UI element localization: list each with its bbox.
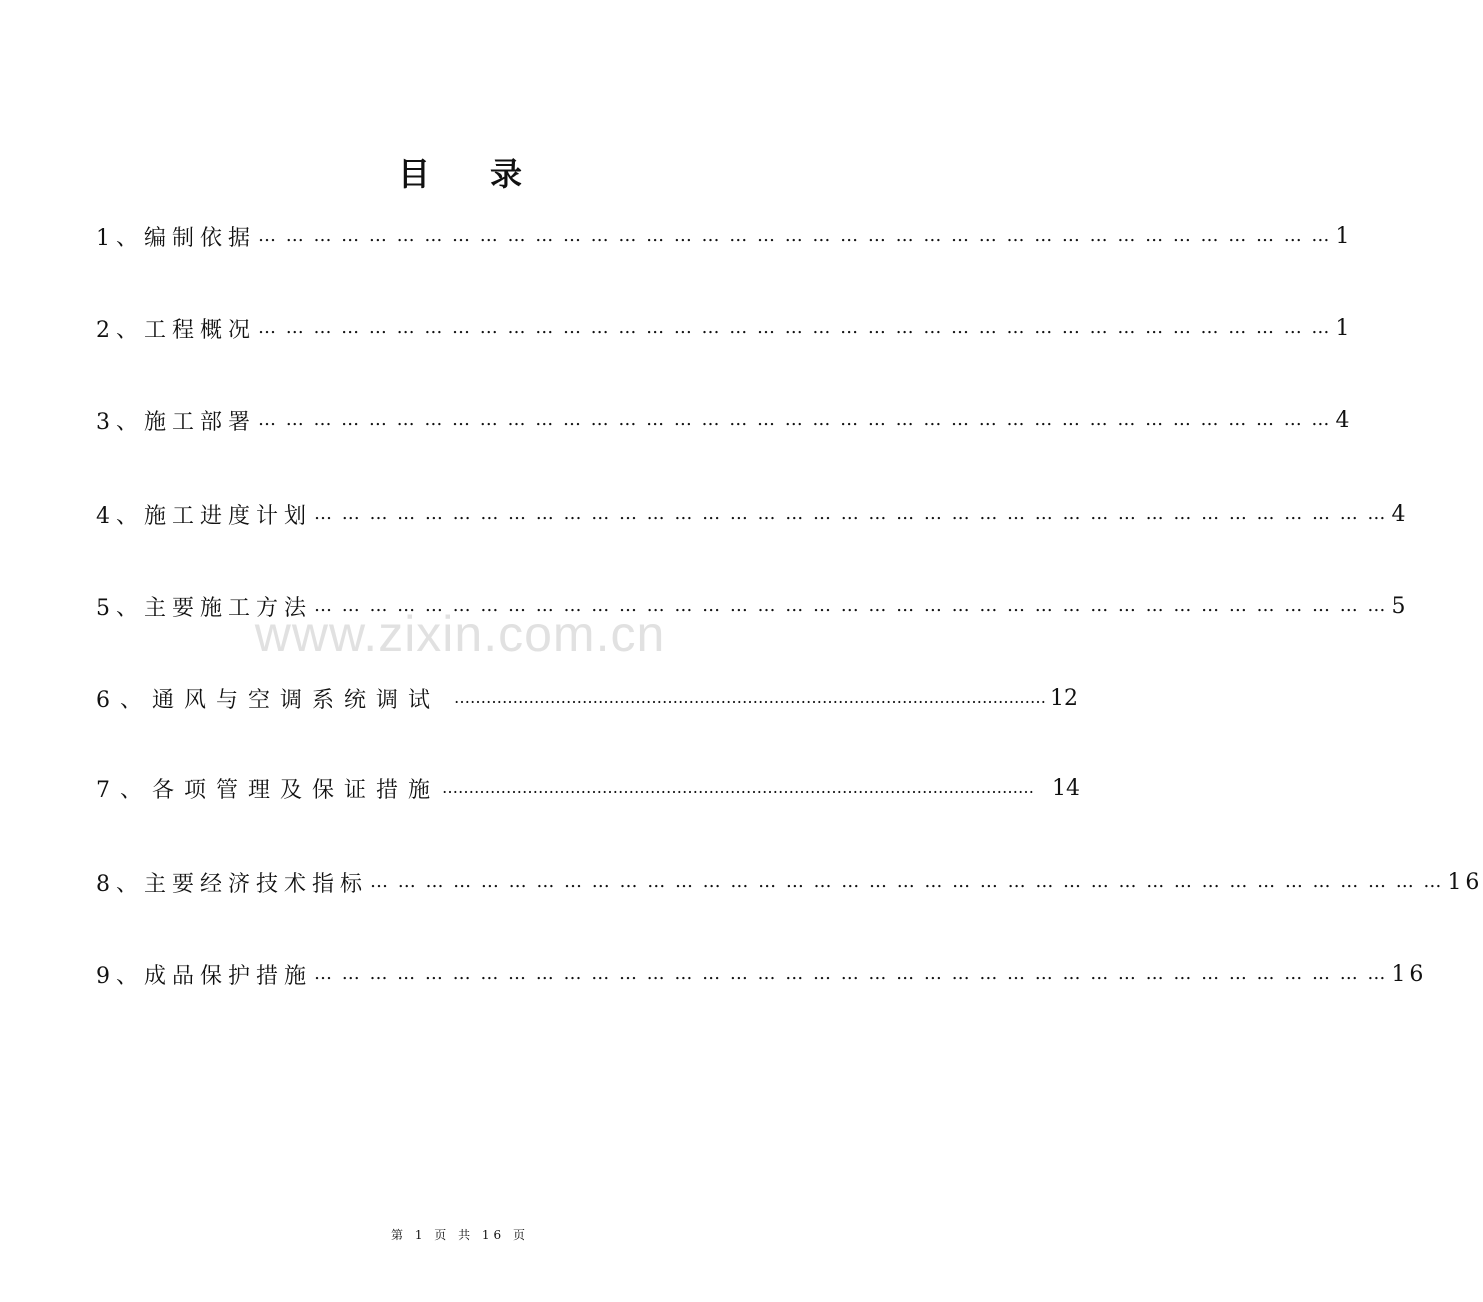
toc-entry-label: 4、施工进度计划	[96, 503, 312, 529]
toc-entry-page: 1	[1335, 315, 1354, 341]
dot-leader: … … … … … … … … … … … … … … … … … … … … … … … … … … … … … … … … … … … … … … …	[370, 871, 1444, 892]
toc-entry-label: 8、主要经济技术指标	[96, 871, 368, 897]
watermark: www.zixin.com.cn	[254, 606, 666, 662]
dot-leader: …………………………………………………………………………………………………	[442, 778, 1034, 797]
toc-entry-label: 6、通风与空调系统调试	[96, 687, 440, 713]
toc-entry-label: 1、编制依据	[96, 225, 256, 251]
toc-entry-label: 9、成品保护措施	[96, 963, 312, 989]
dot-leader: … … … … … … … … … … … … … … … … … … … … … … … … … … … … … … … … … … … … … … …	[258, 409, 1332, 430]
toc-entry-label: 5、主要施工方法	[96, 595, 312, 621]
toc-entry[interactable]	[96, 956, 1428, 992]
toc-entry-label: 7、各项管理及保证措施	[96, 777, 440, 803]
toc-entry[interactable]	[96, 864, 1483, 900]
toc-entry-label: 3、施工部署	[96, 409, 256, 435]
toc-entry[interactable]	[96, 588, 1410, 624]
toc-entry-page: 14	[1052, 775, 1080, 801]
toc-entry-page: 16	[1447, 869, 1483, 895]
toc-entry-page: 16	[1391, 961, 1428, 987]
toc-entry-label: 2、工程概况	[96, 317, 256, 343]
toc-entry-page: 4	[1335, 407, 1354, 433]
toc-entry[interactable]	[96, 402, 1354, 438]
page-title: 目录	[397, 155, 582, 193]
toc-entry-page: 1	[1335, 223, 1354, 249]
toc-entry[interactable]	[96, 770, 1080, 806]
table-of-contents	[96, 0, 1483, 1302]
toc-entry[interactable]	[96, 218, 1354, 254]
toc-entry[interactable]	[96, 680, 1078, 716]
dot-leader: … … … … … … … … … … … … … … … … … … … … … … … … … … … … … … … … … … … … … … …	[314, 963, 1388, 984]
toc-entry[interactable]	[96, 310, 1354, 346]
page-footer: 第 1 页 共 16 页	[391, 1228, 529, 1242]
dot-leader: … … … … … … … … … … … … … … … … … … … … … … … … … … … … … … … … … … … … … … …	[258, 225, 1332, 246]
dot-leader: … … … … … … … … … … … … … … … … … … … … … … … … … … … … … … … … … … … … … … …	[314, 595, 1388, 616]
dot-leader: …………………………………………………………………………………………………	[454, 688, 1046, 707]
dot-leader: … … … … … … … … … … … … … … … … … … … … … … … … … … … … … … … … … … … … … … …	[314, 503, 1388, 524]
toc-entry-page: 5	[1391, 593, 1410, 619]
toc-entry-page: 4	[1391, 501, 1410, 527]
toc-entry[interactable]	[96, 496, 1410, 532]
toc-entry-page: 12	[1050, 685, 1078, 711]
dot-leader: … … … … … … … … … … … … … … … … … … … … … … … … … … … … … … … … … … … … … … …	[258, 317, 1332, 338]
